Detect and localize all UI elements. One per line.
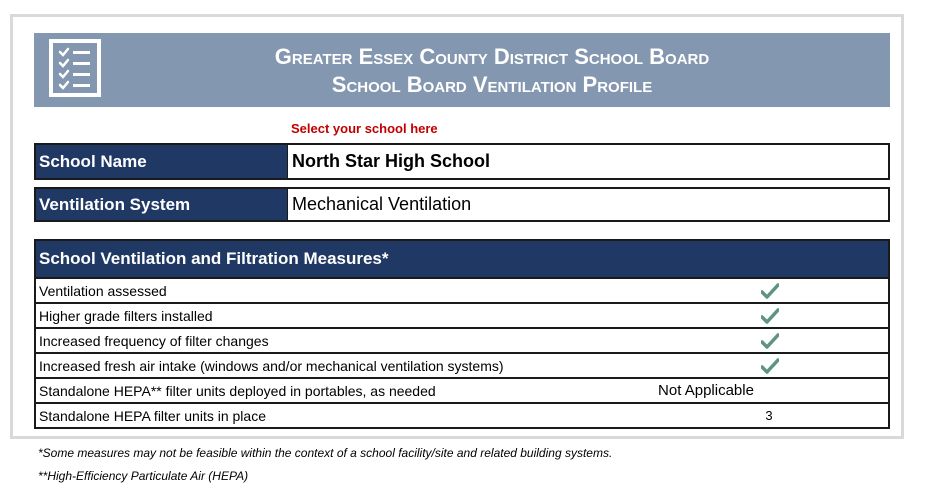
- measures-table: [34, 239, 890, 429]
- ventilation-system-label: Ventilation System: [36, 189, 287, 220]
- measure-status-text: Not Applicable: [658, 382, 754, 399]
- check-icon: [761, 283, 779, 299]
- ventilation-system-value: Mechanical Ventilation: [287, 189, 888, 220]
- table-row: [36, 302, 888, 327]
- footnote-hepa: **High-Efficiency Particulate Air (HEPA): [38, 469, 249, 483]
- table-row: [36, 377, 888, 402]
- check-icon: [761, 358, 779, 374]
- school-name-row: [34, 143, 890, 180]
- measure-count: 3: [765, 408, 773, 423]
- measure-label: Increased frequency of filter changes: [39, 332, 269, 349]
- measure-label: Increased fresh air intake (windows and/or mechanical ventilation systems): [39, 357, 504, 374]
- measure-status: [636, 329, 904, 352]
- title-line-2: School Board Ventilation Profile: [331, 72, 653, 97]
- check-icon: [761, 308, 779, 324]
- table-row: [36, 327, 888, 352]
- table-row: [36, 352, 888, 377]
- check-icon: [761, 333, 779, 349]
- profile-header: [34, 33, 890, 107]
- school-name-label: School Name: [36, 145, 287, 178]
- measure-label: Ventilation assessed: [39, 282, 167, 299]
- title-line-1: Greater Essex County District School Board: [274, 44, 710, 69]
- measure-label: Standalone HEPA** filter units deployed in portables, as needed: [39, 382, 436, 399]
- measures-title: School Ventilation and Filtration Measures*: [36, 241, 888, 277]
- measure-label: Standalone HEPA filter units in place: [39, 407, 266, 424]
- footnote-feasibility: *Some measures may not be feasible within the context of a school facility/site and related building systems.: [38, 446, 613, 460]
- school-name-select[interactable]: North Star High School: [287, 145, 888, 178]
- measure-status: [636, 304, 904, 327]
- table-row: [36, 402, 888, 427]
- measure-label: Higher grade filters installed: [39, 307, 213, 324]
- ventilation-system-row: [34, 187, 890, 222]
- table-row: [36, 277, 888, 302]
- select-school-hint: Select your school here: [291, 121, 438, 136]
- measure-status: [636, 354, 904, 377]
- page-title: [34, 43, 890, 99]
- measure-status: [636, 279, 904, 302]
